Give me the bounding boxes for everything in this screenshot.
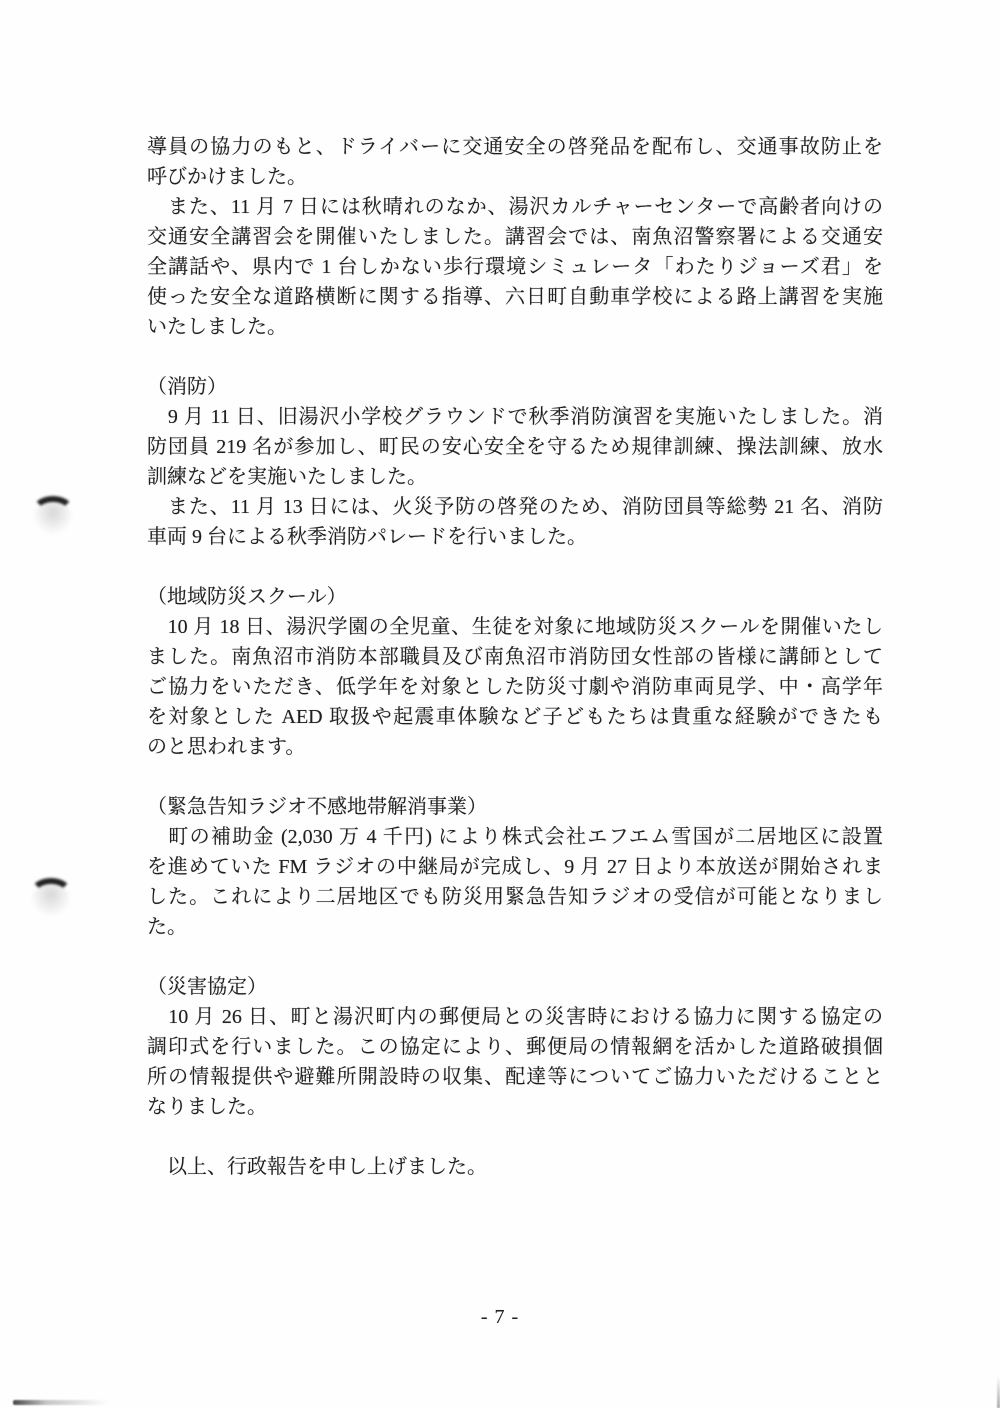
blank-line [147, 762, 883, 792]
text-line: 訓練などを実施いたしました。 [147, 466, 427, 488]
text-line: 呼びかけました。 [147, 166, 307, 188]
text-line: のと思われます。 [147, 736, 306, 758]
section-heading: （緊急告知ラジオ不感地帯解消事業） [147, 796, 487, 818]
text-line: ご協力をいただき、低学年を対象とした防災寸劇や消防車両見学、中・高学年 [147, 676, 883, 698]
blank-line [147, 342, 883, 372]
text-line: 以上、行政報告を申し上げました。 [147, 1156, 487, 1178]
binder-hole-mark-top [31, 496, 75, 530]
page-number: - 7 - [480, 1306, 520, 1328]
text-line: を対象とした AED 取扱や起震車体験など子どもたちは貴重な経験ができたも [147, 706, 883, 728]
section-heading: （災害協定） [147, 976, 267, 998]
blank-line [147, 942, 883, 972]
text-line: 調印式を行いました。この協定により、郵便局の情報網を活かした道路破損個 [147, 1036, 883, 1058]
text-line: 10 月 26 日、町と湯沢町内の郵便局との災害時における協力に関する協定の [147, 1006, 883, 1028]
text-line: なりました。 [147, 1096, 267, 1118]
section-heading: （消防） [147, 376, 227, 398]
text-line: 10 月 18 日、湯沢学園の全児童、生徒を対象に地域防災スクールを開催いたし [147, 616, 883, 638]
document-text [147, 132, 883, 1182]
text-line: 全講話や、県内で 1 台しかない歩行環境シミュレータ「わたりジョーズ君」を [147, 256, 883, 278]
text-line: 町の補助金 (2,030 万 4 千円) により株式会社エフエム雪国が二居地区に設置 [147, 826, 883, 848]
text-line: を進めていた FM ラジオの中継局が完成し、9 月 27 日より本放送が開始されま [147, 856, 883, 878]
binder-hole-halo [32, 503, 74, 535]
text-line: した。これにより二居地区でも防災用緊急告知ラジオの受信が可能となりまし [147, 886, 883, 908]
text-line: 使った安全な道路横断に関する指導、六日町自動車学校による路上講習を実施 [147, 286, 883, 308]
text-line: 導員の協力のもと、ドライバーに交通安全の啓発品を配布し、交通事故防止を [147, 136, 883, 158]
blank-line [147, 552, 883, 582]
text-line: 交通安全講習会を開催いたしました。講習会では、南魚沼警察署による交通安 [147, 226, 883, 248]
text-line: また、11 月 7 日には秋晴れのなか、湯沢カルチャーセンターで高齢者向けの [147, 196, 883, 218]
text-line: いたしました。 [147, 316, 287, 338]
text-line: 9 月 11 日、旧湯沢小学校グラウンドで秋季消防演習を実施いたしました。消 [147, 406, 883, 428]
text-line: 所の情報提供や避難所開設時の収集、配達等についてご協力いただけることと [147, 1066, 883, 1088]
section-heading: （地域防災スクール） [147, 586, 347, 608]
text-line: 防団員 219 名が参加し、町民の安心安全を守るため規律訓練、操法訓練、放水 [147, 436, 883, 458]
binder-hole-halo [30, 885, 72, 917]
text-line: 車両 9 台による秋季消防パレードを行いました。 [147, 526, 587, 548]
text-line: ました。南魚沼市消防本部職員及び南魚沼市消防団女性部の皆様に講師として [147, 646, 883, 668]
text-line: た。 [147, 916, 187, 938]
scan-smudge-bottom-left [13, 1400, 108, 1405]
blank-line [147, 1122, 883, 1152]
binder-hole-mark-bottom [29, 878, 73, 912]
text-line: また、11 月 13 日には、火災予防の啓発のため、消防団員等総勢 21 名、消防 [147, 496, 883, 518]
